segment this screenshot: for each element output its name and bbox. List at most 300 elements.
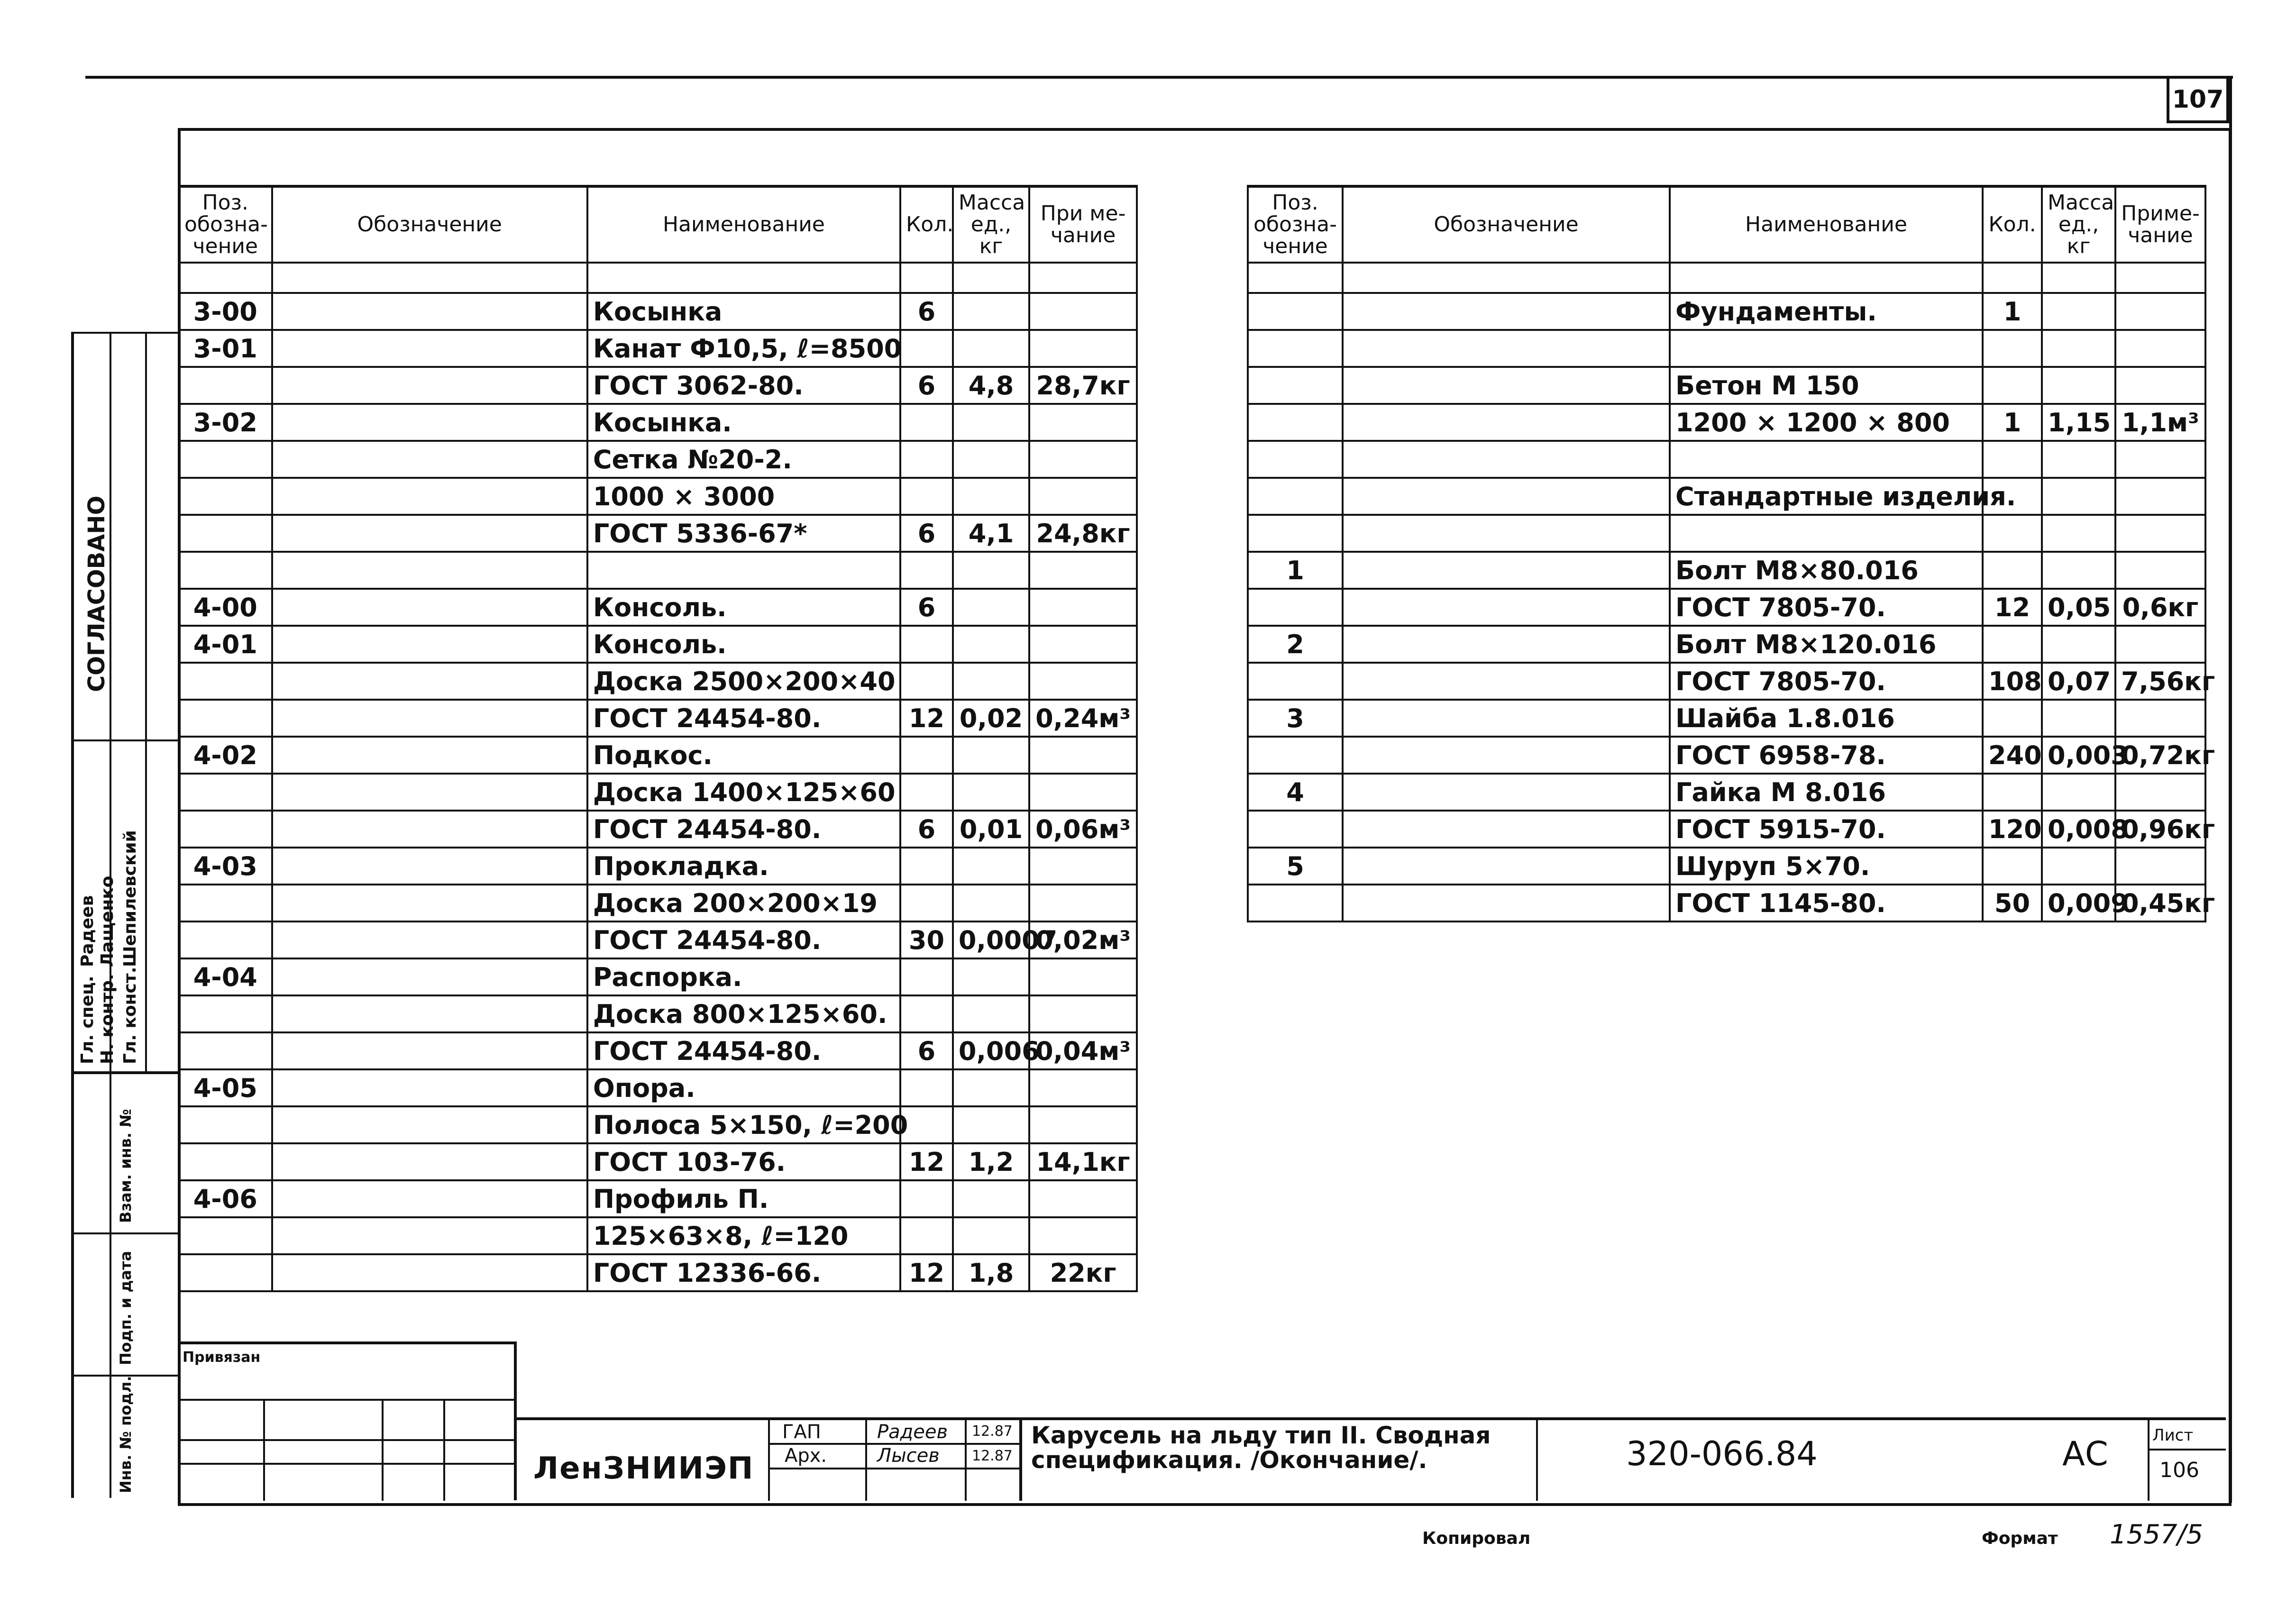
cell-name: Консоль. [587, 589, 900, 626]
cell-mass [2042, 700, 2115, 737]
table-row [1248, 663, 2205, 700]
cell-designation [1343, 404, 1670, 441]
cell-mass: 4,8 [953, 367, 1029, 404]
cell-name: 125×63×8, ℓ=120 [587, 1217, 900, 1254]
cell-qty [1983, 330, 2042, 367]
table-row [1248, 589, 2205, 626]
cell-qty: 240 [1983, 737, 2042, 774]
cell-qty: 6 [900, 589, 953, 626]
cell-name: ГОСТ 5915-70. [1670, 811, 1983, 848]
cell-pos: 3-00 [179, 293, 272, 330]
cell-name: Болт М8×80.016 [1670, 552, 1983, 589]
cell-note [1029, 848, 1137, 885]
cell-name: Доска 2500×200×40 [587, 663, 900, 700]
table-row [179, 441, 1137, 478]
table-row [1248, 626, 2205, 663]
bound-box [178, 1341, 517, 1500]
cell-name: Сетка №20-2. [587, 441, 900, 478]
cell-pos [179, 663, 272, 700]
bound-line [178, 1439, 514, 1441]
cell-pos [1248, 885, 1343, 921]
format-value: 1557/5 [2110, 1519, 2204, 1550]
cell-pos [1248, 663, 1343, 700]
side-name-3: Шепилевский [120, 830, 140, 967]
table-row [1248, 515, 2205, 552]
cell-designation [1343, 589, 1670, 626]
cell-mass [2042, 330, 2115, 367]
bound-line [178, 1399, 514, 1401]
cell-note: 0,6кг [2115, 589, 2205, 626]
cell-name: ГОСТ 24454-80. [587, 921, 900, 958]
cell-qty: 6 [900, 367, 953, 404]
cell-note: 0,72кг [2115, 737, 2205, 774]
right-border-line [2229, 76, 2232, 1503]
cell-qty [900, 1106, 953, 1143]
table-row [179, 774, 1137, 811]
cell-note [1029, 663, 1137, 700]
table-row [179, 663, 1137, 700]
header-designation: Обозначение [1343, 186, 1670, 263]
cell-note: 14,1кг [1029, 1143, 1137, 1180]
cell-pos [179, 700, 272, 737]
cell-designation [272, 1106, 587, 1143]
side-role-3: Гл. конст. [120, 967, 140, 1064]
cell-name: Доска 1400×125×60 [587, 774, 900, 811]
cell-mass [953, 293, 1029, 330]
cell-name: ГОСТ 24454-80. [587, 811, 900, 848]
cell-pos [179, 1032, 272, 1069]
cell-designation [1343, 552, 1670, 589]
cell-pos [1248, 404, 1343, 441]
side-approval-block [71, 332, 181, 1498]
cell-note [2115, 774, 2205, 811]
cell-qty [900, 848, 953, 885]
cell-qty: 30 [900, 921, 953, 958]
cell-pos: 3-02 [179, 404, 272, 441]
cell-designation [272, 367, 587, 404]
cell-qty: 1 [1983, 404, 2042, 441]
cell-pos: 1 [1248, 552, 1343, 589]
cell-note [1029, 774, 1137, 811]
cell-pos: 4-05 [179, 1069, 272, 1106]
cell-note [1029, 1180, 1137, 1217]
cell-qty [900, 774, 953, 811]
table-row [179, 921, 1137, 958]
side-role-2: Н. контр. [98, 974, 117, 1064]
side-divider [74, 739, 181, 741]
date-1: 12.87 [972, 1423, 1013, 1440]
cell-pos [1248, 811, 1343, 848]
bound-label: Привязан [183, 1349, 261, 1366]
cell-note [2115, 478, 2205, 515]
cell-note [1029, 589, 1137, 626]
cell-qty: 108 [1983, 663, 2042, 700]
stamp-orig-inv: Инв. № подл. [117, 1376, 135, 1493]
cell-note [1029, 293, 1137, 330]
table-row [1248, 700, 2205, 737]
cell-pos: 4-00 [179, 589, 272, 626]
cell-name: Профиль П. [587, 1180, 900, 1217]
cell-name: ГОСТ 7805-70. [1670, 589, 1983, 626]
cell-mass [953, 552, 1029, 589]
cell-name: 1200 × 1200 × 800 [1670, 404, 1983, 441]
table-row [179, 478, 1137, 515]
cell-qty: 120 [1983, 811, 2042, 848]
agreed-label: СОГЛАСОВАНО [83, 495, 110, 692]
cell-name: Полоса 5×150, ℓ=200 [587, 1106, 900, 1143]
table-row [1248, 552, 2205, 589]
role-arch: Арх. [785, 1445, 827, 1467]
cell-qty [900, 478, 953, 515]
cell-name: Косынка [587, 293, 900, 330]
cell-note [2115, 367, 2205, 404]
side-name-2: Лащенко [98, 876, 117, 967]
cell-qty [900, 441, 953, 478]
table-row [179, 1032, 1137, 1069]
cell-mass: 0,0007 [953, 921, 1029, 958]
cell-name: Опора. [587, 1069, 900, 1106]
cell-pos [179, 552, 272, 589]
tb-vline [1536, 1420, 1538, 1501]
cell-mass [953, 404, 1029, 441]
cell-pos: 4-03 [179, 848, 272, 885]
name-lysev: Лысев [877, 1445, 940, 1467]
table-row [1248, 330, 2205, 367]
tb-hline [2148, 1449, 2226, 1451]
header-mass: Масса ед., кг [953, 186, 1029, 263]
cell-pos [179, 995, 272, 1032]
cell-note [1029, 441, 1137, 478]
cell-designation [272, 921, 587, 958]
cell-qty: 1 [1983, 293, 2042, 330]
left-spec-table [178, 185, 1138, 1292]
cell-mass [2042, 441, 2115, 478]
cell-pos [179, 441, 272, 478]
table-row [1248, 404, 2205, 441]
cell-mass [2042, 774, 2115, 811]
cell-note [2115, 330, 2205, 367]
cell-note: 0,04м³ [1029, 1032, 1137, 1069]
cell-note [1029, 1106, 1137, 1143]
header-designation: Обозначение [272, 186, 587, 263]
table-row [179, 293, 1137, 330]
cell-designation [1343, 663, 1670, 700]
side-role-1: Гл. спец. [78, 976, 97, 1064]
cell-name: ГОСТ 103-76. [587, 1143, 900, 1180]
cell-mass [953, 774, 1029, 811]
cell-name: Шуруп 5×70. [1670, 848, 1983, 885]
tb-vline [768, 1420, 770, 1501]
cell-mass [953, 441, 1029, 478]
cell-mass [953, 958, 1029, 995]
cell-pos [179, 811, 272, 848]
stage: АС [2062, 1434, 2108, 1473]
tb-vline [1019, 1420, 1022, 1501]
cell-pos: 4 [1248, 774, 1343, 811]
cell-mass [953, 885, 1029, 921]
cell-pos [179, 367, 272, 404]
cell-designation [1343, 478, 1670, 515]
cell-mass: 1,8 [953, 1254, 1029, 1291]
cell-note: 0,06м³ [1029, 811, 1137, 848]
cell-pos [179, 921, 272, 958]
header-name: Наименование [587, 186, 900, 263]
cell-designation [272, 995, 587, 1032]
cell-name: Бетон М 150 [1670, 367, 1983, 404]
cell-mass [953, 848, 1029, 885]
sheet-value: 106 [2159, 1458, 2199, 1482]
cell-qty [1983, 441, 2042, 478]
table-row [179, 330, 1137, 367]
cell-note [1029, 404, 1137, 441]
table-row [179, 995, 1137, 1032]
cell-qty [900, 1217, 953, 1254]
cell-note [1029, 552, 1137, 589]
cell-designation [272, 330, 587, 367]
cell-name: Распорка. [587, 958, 900, 995]
table-row [1248, 848, 2205, 885]
cell-mass [953, 663, 1029, 700]
cell-qty [900, 663, 953, 700]
cell-designation [1343, 700, 1670, 737]
cell-note: 7,56кг [2115, 663, 2205, 700]
side-divider [74, 1232, 181, 1234]
cell-mass [2042, 515, 2115, 552]
cell-pos [179, 1106, 272, 1143]
cell-designation [1343, 811, 1670, 848]
cell-mass [2042, 626, 2115, 663]
cell-name: Шайба 1.8.016 [1670, 700, 1983, 737]
cell-designation [272, 811, 587, 848]
table-row [179, 737, 1137, 774]
side-divider [74, 1071, 181, 1074]
cell-name: Фундаменты. [1670, 293, 1983, 330]
cell-mass [953, 330, 1029, 367]
header-pos: Поз. обозна- чение [1248, 186, 1343, 263]
cell-qty [1983, 848, 2042, 885]
table-row [1248, 811, 2205, 848]
cell-designation [1343, 885, 1670, 921]
cell-name: ГОСТ 1145-80. [1670, 885, 1983, 921]
table-row [179, 1069, 1137, 1106]
cell-name [1670, 330, 1983, 367]
doc-number: 320-066.84 [1626, 1434, 1818, 1473]
table-row [179, 367, 1137, 404]
cell-mass [953, 1106, 1029, 1143]
title-block [517, 1417, 2226, 1503]
cell-pos [1248, 478, 1343, 515]
cell-name: Гайка М 8.016 [1670, 774, 1983, 811]
cell-note [2115, 515, 2205, 552]
cell-mass [953, 1217, 1029, 1254]
bound-line [178, 1463, 514, 1465]
copied-label: Копировал [1422, 1529, 1531, 1548]
cell-qty [1983, 626, 2042, 663]
cell-pos [1248, 737, 1343, 774]
cell-designation [1343, 626, 1670, 663]
table-row [179, 848, 1137, 885]
table-row [179, 404, 1137, 441]
cell-designation [272, 737, 587, 774]
cell-mass: 0,006 [953, 1032, 1029, 1069]
bound-vline [263, 1399, 265, 1501]
cell-designation [272, 958, 587, 995]
bound-vline [382, 1399, 384, 1501]
top-border-line [85, 76, 2233, 79]
cell-pos [179, 774, 272, 811]
cell-designation [272, 552, 587, 589]
cell-note: 0,24м³ [1029, 700, 1137, 737]
cell-pos: 3-01 [179, 330, 272, 367]
format-label: Формат [1982, 1529, 2058, 1548]
date-2: 12.87 [972, 1448, 1013, 1464]
cell-name: ГОСТ 24454-80. [587, 1032, 900, 1069]
cell-mass: 0,009 [2042, 885, 2115, 921]
cell-name: Доска 800×125×60. [587, 995, 900, 1032]
cell-name: ГОСТ 3062-80. [587, 367, 900, 404]
cell-pos [179, 1143, 272, 1180]
cell-pos [179, 885, 272, 921]
table-row [1248, 263, 2205, 293]
header-note: Приме- чание [2115, 186, 2205, 263]
cell-qty [900, 404, 953, 441]
cell-qty [1983, 552, 2042, 589]
cell-mass [2042, 293, 2115, 330]
cell-note: 28,7кг [1029, 367, 1137, 404]
cell-pos: 5 [1248, 848, 1343, 885]
cell-note [2115, 700, 2205, 737]
table-row [1248, 367, 2205, 404]
cell-mass [953, 626, 1029, 663]
cell-mass: 0,008 [2042, 811, 2115, 848]
cell-designation [1343, 515, 1670, 552]
header-name: Наименование [1670, 186, 1983, 263]
table-row [1248, 441, 2205, 478]
cell-qty [900, 1180, 953, 1217]
cell-name: ГОСТ 12336-66. [587, 1254, 900, 1291]
cell-note: 0,02м³ [1029, 921, 1137, 958]
cell-note [1029, 885, 1137, 921]
cell-qty [1983, 700, 2042, 737]
cell-designation [1343, 367, 1670, 404]
table-row [179, 1180, 1137, 1217]
cell-designation [272, 293, 587, 330]
cell-note: 24,8кг [1029, 515, 1137, 552]
cell-qty [1983, 367, 2042, 404]
cell-designation [272, 774, 587, 811]
table-row [179, 1143, 1137, 1180]
cell-name: Прокладка. [587, 848, 900, 885]
cell-designation [272, 626, 587, 663]
side-divider [74, 332, 181, 334]
cell-name: ГОСТ 24454-80. [587, 700, 900, 737]
cell-designation [272, 478, 587, 515]
table-row [179, 811, 1137, 848]
cell-name: Доска 200×200×19 [587, 885, 900, 921]
cell-name: ГОСТ 6958-78. [1670, 737, 1983, 774]
cell-mass [953, 995, 1029, 1032]
cell-pos [179, 1217, 272, 1254]
cell-qty [900, 995, 953, 1032]
cell-name: Косынка. [587, 404, 900, 441]
cell-pos [1248, 589, 1343, 626]
header-note: При ме- чание [1029, 186, 1137, 263]
stamp-replace-inv: Взам. инв. № [117, 1109, 135, 1223]
table-row [179, 885, 1137, 921]
table-row [179, 626, 1137, 663]
cell-qty: 50 [1983, 885, 2042, 921]
cell-qty [900, 1069, 953, 1106]
cell-qty [1983, 774, 2042, 811]
cell-note: 1,1м³ [2115, 404, 2205, 441]
cell-name: Стандартные изделия. [1670, 478, 1983, 515]
cell-mass [2042, 367, 2115, 404]
cell-designation [272, 885, 587, 921]
cell-designation [1343, 330, 1670, 367]
cell-designation [272, 404, 587, 441]
cell-note: 0,45кг [2115, 885, 2205, 921]
cell-mass: 4,1 [953, 515, 1029, 552]
cell-mass: 1,15 [2042, 404, 2115, 441]
cell-designation [272, 441, 587, 478]
table-row [179, 1106, 1137, 1143]
cell-qty [900, 626, 953, 663]
role-gap: ГАП [782, 1421, 821, 1443]
cell-name: Консоль. [587, 626, 900, 663]
name-radeev: Радеев [877, 1421, 948, 1443]
cell-mass [953, 1069, 1029, 1106]
table-row [1248, 737, 2205, 774]
cell-note [1029, 958, 1137, 995]
cell-pos: 2 [1248, 626, 1343, 663]
cell-name [1670, 515, 1983, 552]
tb-vline [2148, 1420, 2150, 1501]
table-row [1248, 885, 2205, 921]
cell-note [2115, 848, 2205, 885]
cell-designation [272, 848, 587, 885]
cell-qty: 6 [900, 515, 953, 552]
cell-pos [179, 478, 272, 515]
cell-qty [1983, 515, 2042, 552]
cell-pos [1248, 367, 1343, 404]
cell-designation [272, 700, 587, 737]
cell-note [2115, 441, 2205, 478]
table-row [179, 1254, 1137, 1291]
cell-note [2115, 626, 2205, 663]
cell-name: 1000 × 3000 [587, 478, 900, 515]
cell-qty [900, 885, 953, 921]
table-row [179, 589, 1137, 626]
cell-qty: 12 [900, 1254, 953, 1291]
cell-note: 22кг [1029, 1254, 1137, 1291]
table-row [179, 1217, 1137, 1254]
cell-pos: 3 [1248, 700, 1343, 737]
cell-mass [953, 737, 1029, 774]
cell-note [1029, 626, 1137, 663]
cell-designation [1343, 737, 1670, 774]
header-qty: Кол. [900, 186, 953, 263]
cell-qty: 12 [900, 700, 953, 737]
table-row [1248, 774, 2205, 811]
cell-qty: 6 [900, 293, 953, 330]
tb-vline [865, 1420, 867, 1501]
table-row [179, 958, 1137, 995]
side-col-line [145, 332, 147, 1071]
cell-designation [272, 1254, 587, 1291]
cell-mass [2042, 478, 2115, 515]
drawing-title: Карусель на льду тип II. Сводная спецификация. /Окончание/. [1031, 1422, 1491, 1474]
cell-qty [900, 958, 953, 995]
